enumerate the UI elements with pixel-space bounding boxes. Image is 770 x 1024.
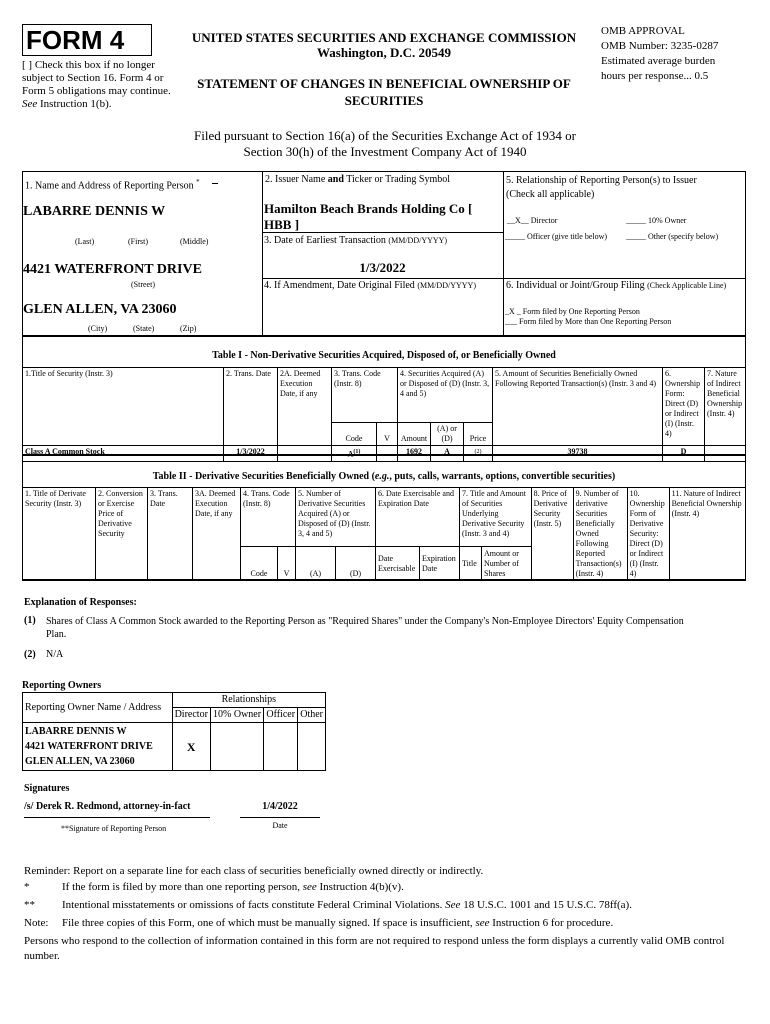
- ro-h-rel: Relationships: [172, 693, 325, 708]
- middle-label: (Middle): [180, 237, 209, 246]
- street-label: (Street): [131, 280, 155, 289]
- reporting-owners-heading: Reporting Owners: [22, 680, 102, 691]
- t2-h-exercisable: 6. Date Exercisable and Expiration Date: [376, 488, 460, 547]
- t2-h-owned: 9. Number of derivative Securities Beneficially Owned Following Reported Transaction(s) (Instr. 4): [573, 488, 627, 581]
- t1-h-code: 3. Trans. Code (Instr. 8): [332, 368, 398, 423]
- t2-h-amount-shares: Amount or Number of Shares: [482, 547, 532, 581]
- table1-title: Table I - Non-Derivative Securities Acquired, Disposed of, or Beneficially Owned: [212, 350, 556, 361]
- table1: [22, 367, 746, 462]
- explanation-num-1: (1): [24, 615, 36, 626]
- first-label: (First): [128, 237, 148, 246]
- issuer-name: Hamilton Beach Brands Holding Co [ HBB ]: [264, 201, 473, 232]
- t1-h-owned: 5. Amount of Securities Beneficially Owned Following Reported Transaction(s) (Instr. 3 and 4): [493, 368, 663, 446]
- t2-h-date-exer: Date Exercisable: [376, 547, 420, 581]
- ro-director-mark: X: [172, 723, 210, 771]
- ro-h-other: Other: [298, 708, 326, 723]
- t2-h-nature: 11. Nature of Indirect Beneficial Ownership (Instr. 4): [669, 488, 745, 581]
- table2-title: Table II - Derivative Securities Beneficially Owned (e.g., puts, calls, warrants, options, convertible securities): [152, 471, 616, 482]
- signer-name: /s/ Derek R. Redmond, attorney-in-fact: [24, 801, 191, 812]
- other-check[interactable]: _____ Other (specify below): [626, 232, 719, 241]
- signature-label: **Signature of Reporting Person: [61, 824, 167, 833]
- t1-row-aord: A: [431, 446, 464, 462]
- t1-row-amount: 1692: [398, 446, 431, 462]
- reporting-person-name: LABARRE DENNIS W: [23, 204, 166, 219]
- t1-h-amount: Amount: [398, 423, 431, 446]
- explanation-text-1: Shares of Class A Common Stock awarded to the Reporting Person as "Required Shares" under the Company's Non-Employee Directors' Equity Compensation Plan.: [46, 616, 684, 640]
- t1-h-v: V: [377, 423, 398, 446]
- t2-h-price: 8. Price of Derivative Security (Instr. 5): [531, 488, 573, 581]
- omb-burden-1: Estimated average burden: [601, 55, 716, 67]
- table2: [22, 487, 746, 581]
- omb-number: OMB Number: 3235-0287: [601, 40, 719, 52]
- t1-row-owned: 39738: [493, 446, 663, 462]
- t2-h-title: 1. Title of Derivate Security (Instr. 3): [23, 488, 96, 581]
- filed-pursuant: Filed pursuant to Section 16(a) of the Securities Exchange Act of 1934 or Section 30(h) of the Investment Company Act of 1940: [194, 128, 576, 159]
- explanation-text-2: N/A: [46, 649, 64, 660]
- checkbox-note[interactable]: [ ] Check this box if no longer subject to Section 16. Form 4 or Form 5 obligations may continue. See Instruction 1(b).: [22, 59, 171, 110]
- t2-h-title-sub: Title: [460, 547, 482, 581]
- t1-h-code-sub: Code: [332, 423, 377, 446]
- reporting-person-city: GLEN ALLEN, VA 23060: [23, 302, 177, 317]
- date-label: Date: [272, 821, 288, 830]
- reporting-person-street: 4421 WATERFRONT DRIVE: [23, 262, 202, 277]
- agency-location: Washington, D.C. 20549: [317, 45, 451, 60]
- note-mark: Note:: [24, 917, 49, 929]
- ro-other-mark: [298, 723, 326, 771]
- t2-h-code-sub: Code: [241, 547, 278, 581]
- t1-h-acquired: 4. Securities Acquired (A) or Disposed of (D) (Instr. 3, 4 and 5): [398, 368, 493, 423]
- box1-label: 1. Name and Address of Reporting Person *: [25, 178, 200, 192]
- reminder: Reminder: Report on a separate line for each class of securities beneficially owned directly or indirectly.: [24, 865, 484, 877]
- ro-h-director: Director: [172, 708, 210, 723]
- box3-label: 3. Date of Earliest Transaction (MM/DD/YYYY): [264, 235, 448, 246]
- omb-notice: Persons who respond to the collection of information contained in this form are not required to respond unless the form displays a currently valid OMB control number.: [24, 935, 725, 962]
- omb-burden-2: hours per response... 0.5: [601, 70, 709, 82]
- t2-h-number: 5. Number of Derivative Securities Acquired (A) or Disposed of (D) (Instr. 3, 4 and 5): [296, 488, 376, 547]
- t1-row-title: Class A Common Stock: [23, 446, 224, 462]
- omb-approval: [601, 24, 761, 84]
- ro-h-name: Reporting Owner Name / Address: [23, 693, 173, 723]
- t1-h-title: 1.Title of Security (Instr. 3): [23, 368, 224, 446]
- t1-h-nature: 7. Nature of Indirect Beneficial Ownership (Instr. 4): [705, 368, 746, 446]
- double-star-mark: **: [24, 899, 35, 911]
- box4-label: 4. If Amendment, Date Original Filed (MM/DD/YYYY): [264, 280, 476, 291]
- state-label: (State): [133, 324, 155, 333]
- t1-row-code: $A^{(1)}$: [332, 446, 377, 462]
- t2-h-form: 10. Ownership Form of Derivative Security: Direct (D) or Indirect (I) (Instr. 4): [627, 488, 669, 581]
- form-title: FORM 4: [26, 25, 125, 55]
- t2-h-v: V: [278, 547, 296, 581]
- zip-label: (Zip): [180, 324, 197, 333]
- ro-h-ten: 10% Owner: [210, 708, 263, 723]
- agency-name: UNITED STATES SECURITIES AND EXCHANGE COMMISSION: [191, 30, 577, 45]
- director-check[interactable]: __X__ Director: [507, 216, 558, 225]
- ro-owner: LABARRE DENNIS W 4421 WATERFRONT DRIVE GLEN ALLEN, VA 23060: [23, 723, 173, 771]
- one-person-check[interactable]: _X _ Form filed by One Reporting Person: [505, 307, 640, 316]
- t1-h-date: 2. Trans. Date: [224, 368, 278, 446]
- explanation-num-2: (2): [24, 649, 36, 660]
- earliest-transaction-date: 1/3/2022: [359, 260, 406, 275]
- t1-h-deemed: 2A. Deemed Execution Date, if any: [278, 368, 332, 446]
- t1-h-aord: (A) or (D): [431, 423, 464, 446]
- t2-h-a: (A): [296, 547, 336, 581]
- t2-h-d: (D): [336, 547, 376, 581]
- explanation-heading: Explanation of Responses:: [24, 597, 137, 608]
- officer-check[interactable]: _____ Officer (give title below): [505, 232, 608, 241]
- t2-h-code: 4. Trans. Code (Instr. 8): [241, 488, 296, 547]
- double-star-note: Intentional misstatements or omissions of facts constitute Federal Criminal Violations. See 18 U.S.C. 1001 and 15 U.S.C. 78ff(a).: [62, 899, 632, 911]
- last-label: (Last): [75, 237, 95, 246]
- ro-ten-mark: [210, 723, 263, 771]
- ro-h-officer: Officer: [264, 708, 298, 723]
- t1-row-form: D: [663, 446, 705, 462]
- note-text: File three copies of this Form, one of which must be manually signed. If space is insufficient, see Instruction 6 for procedure.: [62, 917, 614, 929]
- signatures-heading: Signatures: [24, 783, 70, 794]
- t1-row-price: (2): [464, 446, 493, 462]
- box6-label: 6. Individual or Joint/Group Filing (Check Applicable Line): [506, 280, 727, 291]
- t2-h-deemed: 3A. Deemed Execution Date, if any: [193, 488, 241, 581]
- statement-title: STATEMENT OF CHANGES IN BENEFICIAL OWNERSHIP OF SECURITIES: [197, 76, 571, 108]
- t1-h-price: Price: [464, 423, 493, 446]
- signature-date: 1/4/2022: [262, 801, 298, 812]
- box5-label: 5. Relationship of Reporting Person(s) to Issuer (Check all applicable): [506, 175, 697, 200]
- city-label: (City): [88, 324, 108, 333]
- t2-h-underlying: 7. Title and Amount of Securities Underlying Derivative Security (Instr. 3 and 4): [460, 488, 532, 547]
- ten-pct-owner-check[interactable]: _____ 10% Owner: [626, 216, 687, 225]
- t2-h-exp-date: Expiration Date: [420, 547, 460, 581]
- t1-row-date: 1/3/2022: [224, 446, 278, 462]
- table-row: [23, 723, 326, 771]
- star-mark: *: [24, 881, 30, 893]
- t2-h-conv: 2. Conversion or Exercise Price of Derivative Security: [96, 488, 148, 581]
- reporting-owners-table: [22, 692, 326, 771]
- t1-h-form: 6. Ownership Form: Direct (D) or Indirect (I) (Instr. 4): [663, 368, 705, 446]
- more-persons-check[interactable]: ___ Form filed by More than One Reporting Person: [505, 317, 672, 326]
- star-note: If the form is filed by more than one reporting person, see Instruction 4(b)(v).: [62, 881, 404, 893]
- omb-label: OMB APPROVAL: [601, 25, 685, 37]
- t2-h-date: 3. Trans. Date: [148, 488, 193, 581]
- ro-officer-mark: [264, 723, 298, 771]
- box2-label: 2. Issuer Name and Ticker or Trading Symbol: [265, 174, 451, 185]
